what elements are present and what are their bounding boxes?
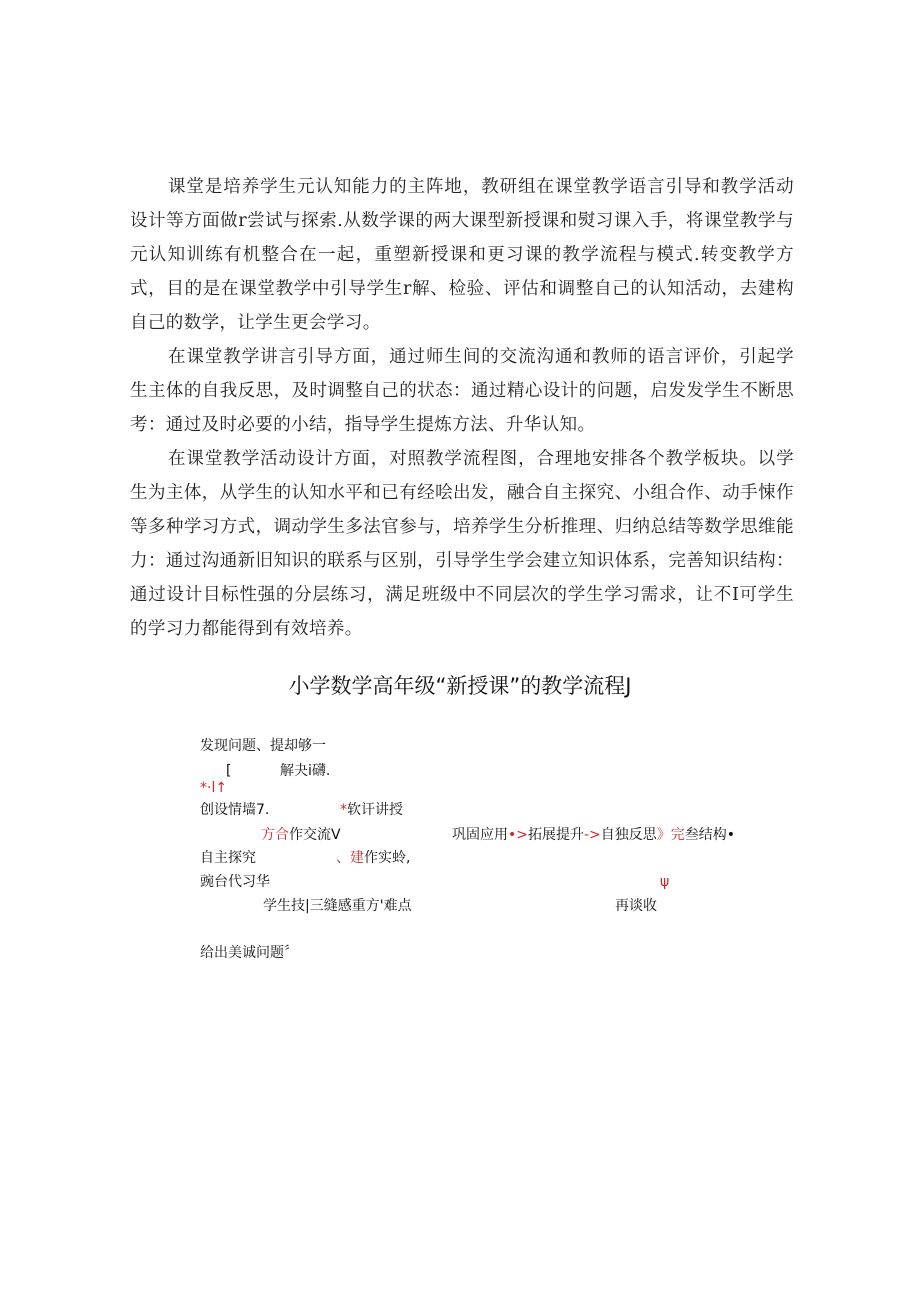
flow-bracket: [ bbox=[226, 763, 232, 779]
flow-practice: 豌台代习华 bbox=[200, 874, 270, 890]
flow-give-question: 给出美诚问题〞 bbox=[200, 945, 298, 961]
flow-discover: 发现问题、提却够一 bbox=[200, 738, 326, 754]
flow-experiment-box bbox=[336, 849, 410, 867]
flow-teach: 软讦讲授 bbox=[347, 802, 403, 818]
flow-explore: 自主探究 bbox=[200, 850, 256, 866]
flow-solve: 解夬i礴. bbox=[280, 763, 331, 779]
flow-teach-mark: * bbox=[340, 802, 347, 818]
flowchart-title: 小学数学高年级“新授课”的教学流程J bbox=[288, 674, 632, 698]
flow-create-scene: 创设情墙7. bbox=[200, 802, 270, 818]
flow-student-tech: 学生技|三缝感重方'难点 bbox=[263, 898, 412, 914]
flow-psi-mark: ψ bbox=[660, 874, 670, 890]
flow-teach-box bbox=[340, 801, 403, 819]
paragraph-intro: 课堂是培养学生元认知能力的主阵地，教研组在课堂教学语言引导和教学活动设计等方面做r尝试与探索.从数学课的两大课型新授课和熨习课入手，将课堂教学与元认知训练有机整合在一起，重塑新授课和更习课的教学流程与模式.转变教学方式，目的是在课堂教学中引导学生r解、检验、评估和调整自己的认知活动，去建构自己的数学，让学生更会学习。 bbox=[130, 177, 794, 333]
flow-main-sequence bbox=[452, 826, 735, 844]
flow-reflect: 自独反思 bbox=[600, 827, 657, 843]
flow-experiment: 作实蛉, bbox=[364, 850, 411, 866]
flow-retalk: 再谈收 bbox=[615, 898, 657, 914]
flow-experiment-red: 、建 bbox=[336, 850, 364, 866]
flow-cooperate: 作交流V bbox=[289, 827, 341, 843]
flow-complete: 叁结构• bbox=[684, 827, 736, 843]
flow-cooperate-red: 方合 bbox=[261, 827, 289, 843]
flow-arrow-1: •> bbox=[508, 827, 528, 843]
flow-consolidate: 巩固应用 bbox=[452, 827, 508, 843]
flow-arrow-3: 》 bbox=[656, 827, 671, 843]
paragraph-language-guidance: 在课堂教学讲言引导方面，通过师生间的交流沟通和教师的语言评价，引起学生主体的自我反思，及时调整自己的状态：通过精心设计的问题，启发发学生不断思考：通过及时必要的小结，指导学生提炼方法、升华认知。 bbox=[130, 347, 794, 435]
flow-expand: 拓展提升 bbox=[528, 827, 584, 843]
paragraph-activity-design: 在课堂教学活动设计方面，对照教学流程图，合理地安排各个教学板块。以学生为主体，从学生的认知水平和已有经哙出发，融合自主探究、小组合作、动手悚作等多种学习方式，调动学生多法官参与，培养学生分析推理、归纳总结等数学思维能力：通过沟通新旧知识的联系与区别，引导学生学会建立知识体系，完善知识结构：通过设计目标性强的分层练习，满足班级中不同层次的学生学习需求，让不I可学生的学习力都能得到有效培养。 bbox=[130, 449, 794, 639]
flow-arrow-mark: *·l↑ bbox=[200, 780, 228, 796]
flow-arrow-2: -> bbox=[584, 827, 601, 843]
flow-complete-red: 完 bbox=[670, 827, 685, 843]
flow-cooperate-box bbox=[261, 826, 341, 844]
